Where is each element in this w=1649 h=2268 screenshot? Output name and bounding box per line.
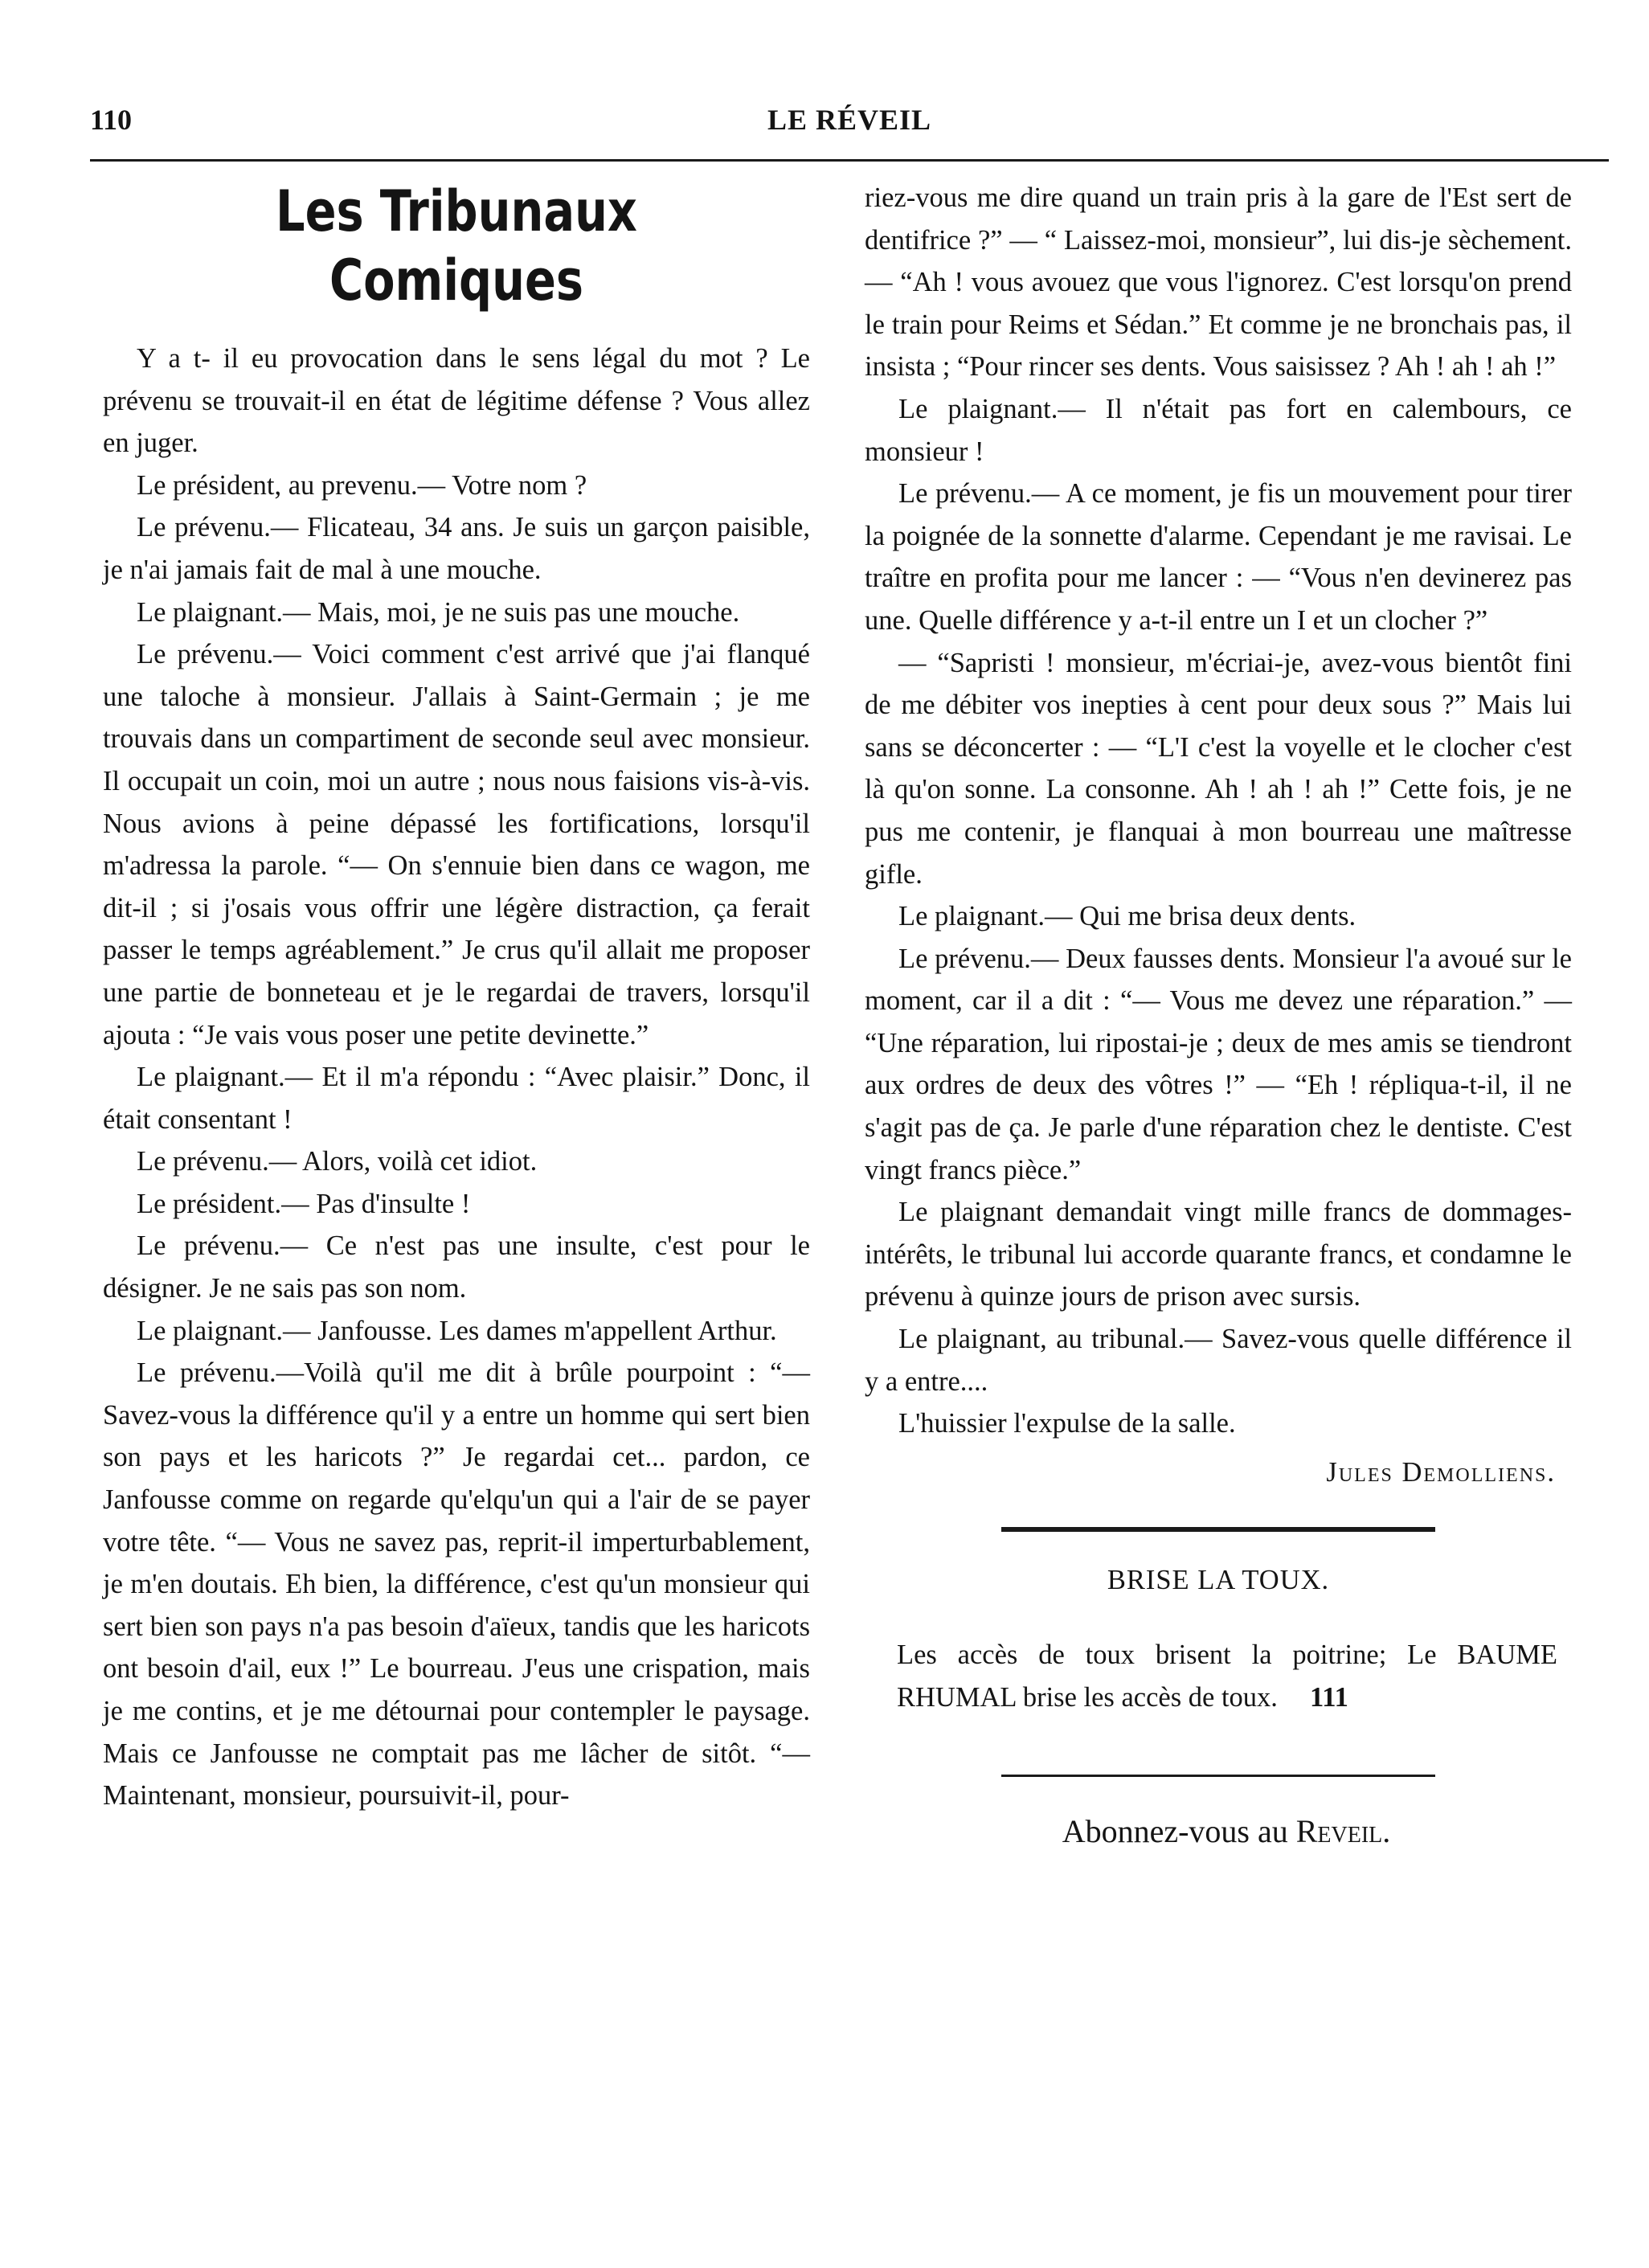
article-paragraph: Le plaignant.— Janfousse. Les dames m'appellent Arthur. — [137, 1315, 777, 1346]
left-column — [103, 177, 810, 1817]
article-paragraph: Le prévenu.— Voici comment c'est arrivé que j'ai flanqué une taloche à monsieur. J'allais à Saint-Germain ; je me trouvais dans un compartiment de seconde seul avec monsieur. Il occupait un coin, moi un autre ; nous nous faisions vis-à-vis. Nous avions à peine dépassé les fortifications, lorsqu'il m'adressa la parole. “— On s'ennuie bien dans ce wagon, me dit-il ; si j'osais vous offrir une légère distraction, ça ferait passer le temps agréablement.” Je crus qu'il allait me proposer une partie de bonneteau et je le regardai de travers, lorsqu'il ajouta : “Je vais vous poser une petite devinette.” — [103, 639, 810, 1050]
article-paragraph: Le prévenu.— Deux fausses dents. Monsieur l'a avoué sur le moment, car il a dit : “— Vous me devez une réparation.” — “Une réparation, lui ripostai-je ; deux de mes amis se tiendront aux ordres de deux des vôtres !” — “Eh ! répliqua-t-il, il ne s'agit pas de ça. Je parle d'une réparation chez le dentiste. C'est vingt francs pièce.” — [865, 943, 1572, 1185]
subscribe-prefix: Abonnez-vous au — [1062, 1813, 1296, 1850]
article-paragraph: Le prévenu.— Ce n'est pas une insulte, c'est pour le désigner. Je ne sais pas son nom. — [103, 1230, 810, 1304]
advert-divider — [1001, 1775, 1435, 1777]
journal-title: LE RÉVEIL — [767, 104, 932, 136]
article-paragraph: Le prévenu.—Voilà qu'il me dit à brûle pourpoint : “— Savez-vous la différence qu'il y a entre un homme qui sert bien son pays et les haricots ?” Je regardai cet... pardon, ce Janfousse comme on regarde qu'elqu'un qui a l'air de se payer votre tête. “— Vous ne savez pas, reprit-il imperturbablement, je m'en doutais. Eh bien, la différence, c'est qu'un monsieur qui sert bien son pays n'a pas besoin d'aïeux, tandis que les haricots ont besoin d'ail, eux !” Le bourreau. J'eus une crispation, mais je me contins, et je me détournai pour contempler le paysage. Mais ce Janfousse ne comptait pas me lâcher de sitôt. “— Maintenant, monsieur, poursuivit-il, pour- — [103, 1357, 810, 1812]
article-paragraph: Le prévenu.— Flicateau, 34 ans. Je suis un garçon paisible, je n'ai jamais fait de mal à une mouche. — [103, 512, 810, 585]
page-header — [90, 103, 1609, 151]
right-paragraphs — [865, 388, 1572, 1445]
article-paragraph: Le président, au prevenu.— Votre nom ? — [137, 469, 587, 501]
article-paragraph: Y a t- il eu provocation dans le sens légal du mot ? Le prévenu se trouvait-il en état de légitime défense ? Vous allez en juger. — [103, 343, 810, 459]
continued-paragraph: riez-vous me dire quand un train pris à la gare de l'Est sert de dentifrice ?” — “ Laissez-moi, monsieur”, lui dis-je sèchement. — “Ah ! vous avouez que vous l'ignorez. C'est lorsqu'on prend le train pour Reims et Sédan.” Et comme je ne bronchais pas, il insista ; “Pour rincer ses dents. Vous saisissez ? Ah ! ah ! ah !” — [865, 182, 1572, 383]
advert-code: 111 — [1309, 1681, 1348, 1713]
advert-body — [865, 1634, 1572, 1718]
article-paragraph: Le président.— Pas d'insulte ! — [137, 1188, 471, 1219]
article-paragraph: Le plaignant.— Mais, moi, je ne suis pas une mouche. — [137, 596, 740, 628]
article-title: Les Tribunaux Comiques — [276, 178, 637, 313]
article-paragraph: Le plaignant demandait vingt mille francs de dommages-intérêts, le tribunal lui accorde quarante francs, et condamne le prévenu à quinze jours de prison avec sursis. — [865, 1197, 1572, 1312]
article-paragraph: Le prévenu.— A ce moment, je fis un mouvement pour tirer la poignée de la sonnette d'alarme. Cependant je me ravisai. Le traître en profita pour me lancer : — “Vous n'en devinerez pas une. Quelle différence y a-t-il entre un I et un clocher ?” — [865, 478, 1572, 636]
article-paragraph: — “Sapristi ! monsieur, m'écriai-je, avez-vous bientôt fini de me débiter vos inepties à cent pour deux sous ?” Mais lui sans se déconcerter : — “L'I c'est la voyelle et le clocher c'est là qu'on sonne. La consonne. Ah ! ah ! ah !” Cette fois, je ne pus me contenir, je flanquai à mon bourreau une maîtresse gifle. — [865, 647, 1572, 890]
article-author: Jules Demolliens. — [1326, 1456, 1556, 1488]
subscribe-notice — [865, 1809, 1572, 1854]
article-paragraph: Le plaignant.— Qui me brisa deux dents. — [898, 901, 1356, 932]
advert-title: BRISE LA TOUX. — [1107, 1565, 1330, 1596]
subscribe-journal-name: Reveil. — [1295, 1813, 1391, 1850]
advert-text: Les accès de toux brisent la poitrine; Le BAUME RHUMAL brise les accès de toux. — [897, 1640, 1557, 1713]
right-column — [865, 177, 1572, 1854]
article-paragraph: L'huissier l'expulse de la salle. — [898, 1408, 1236, 1439]
article-paragraph: Le plaignant.— Il n'était pas fort en calembours, ce monsieur ! — [865, 393, 1572, 467]
section-divider — [1001, 1527, 1435, 1532]
article-paragraph: Le prévenu.— Alors, voilà cet idiot. — [137, 1146, 538, 1177]
page-number: 110 — [90, 104, 133, 136]
left-paragraphs — [103, 338, 810, 1817]
header-rule — [90, 159, 1609, 162]
article-paragraph: Le plaignant, au tribunal.— Savez-vous quelle différence il y a entre.... — [865, 1324, 1572, 1397]
article-paragraph: Le plaignant.— Et il m'a répondu : “Avec plaisir.” Donc, il était consentant ! — [103, 1062, 810, 1135]
